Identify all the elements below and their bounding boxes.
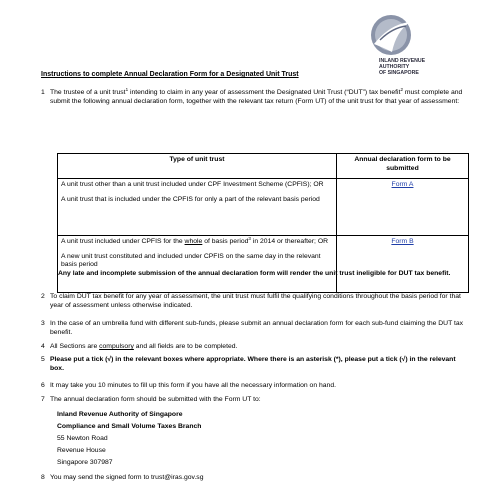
address-line: Singapore 307987 <box>57 459 113 466</box>
text-segment-underlined: compulsory <box>99 343 134 350</box>
form-a-link[interactable]: Form A <box>391 181 414 188</box>
paragraph-number: 4 <box>41 343 45 350</box>
table-cell-text <box>61 238 333 247</box>
logo-line: INLAND REVENUE <box>379 58 426 64</box>
text-segment: All Sections are <box>50 343 100 350</box>
text-segment: must complete and submit the following annual declaration form, together with the relevant tax return (Form UT) of the unit trust for that year of assessment: <box>50 89 463 105</box>
text-segment: of basis period <box>202 238 249 245</box>
table-cell-form <box>337 236 469 293</box>
paragraph-number: 3 <box>41 320 45 327</box>
table-header-form: Annual declaration form to be submitted <box>337 154 469 179</box>
table-cell-form <box>337 179 469 236</box>
table-row <box>58 179 469 236</box>
paragraph-text: It may take you 10 minutes to fill up this form if you have all the necessary information on hand. <box>50 382 336 389</box>
paragraph-number: 5 <box>41 356 45 363</box>
paragraph-text <box>50 89 470 106</box>
table-cell-text: A unit trust other than a unit trust included under CPF Investment Scheme (CPFIS); OR <box>61 181 324 188</box>
paragraph-text <box>50 343 470 352</box>
table-cell-type <box>58 179 337 236</box>
table-row <box>58 236 469 293</box>
logo-text <box>379 58 425 76</box>
logo-line: AUTHORITY <box>379 64 410 70</box>
table-cell-text: A unit trust that is included under the CPFIS for only a part of the relevant basis period <box>61 195 320 203</box>
address-line: Revenue House <box>57 447 106 454</box>
paragraph-text: Please put a tick (√) in the relevant boxes where appropriate. Where there is an asterisk (*), please put a tick (√) in the relevant box. <box>50 356 456 372</box>
paragraph-number: 1 <box>41 89 45 96</box>
form-b-link[interactable]: Form B <box>391 238 414 245</box>
text-segment: in 2014 or thereafter; OR <box>250 238 329 245</box>
text-segment: intending to claim in any year of assessment the Designated Unit Trust (“DUT”) tax benefit <box>128 89 401 96</box>
paragraph-text: You may send the signed form to trust@iras.gov.sg <box>50 474 204 481</box>
text-segment: and all fields are to be completed. <box>133 343 238 350</box>
text-segment: The trustee of a unit trust <box>50 89 126 96</box>
iras-logo <box>364 14 444 74</box>
logo-line: OF SINGAPORE <box>379 70 419 76</box>
table-header-type: Type of unit trust <box>58 154 337 179</box>
paragraph-text: The annual declaration form should be submitted with the Form UT to: <box>50 396 261 403</box>
text-segment-underlined: whole <box>184 238 203 245</box>
address-line: Compliance and Small Volume Taxes Branch <box>57 423 202 430</box>
footnote-ref: 2 <box>400 87 403 92</box>
page-title: Instructions to complete Annual Declaration Form for a Designated Unit Trust <box>41 71 299 78</box>
paragraph-number: 6 <box>41 382 45 389</box>
paragraph-text: To claim DUT tax benefit for any year of assessment, the unit trust must fulfil the qualifying conditions throughout the basis period for that year of assessment unless otherwise indicated. <box>50 293 461 309</box>
address-line: 55 Newton Road <box>57 435 108 442</box>
paragraph-number: 8 <box>41 474 45 481</box>
table-cell-text: A new unit trust constituted and included under CPFIS on the same day in the relevant basis period <box>61 252 321 269</box>
iras-emblem-icon <box>370 14 412 56</box>
text-segment: A unit trust included under CPFIS for the <box>61 238 185 245</box>
footnote-ref: 1 <box>125 87 129 92</box>
address-line: Inland Revenue Authority of Singapore <box>57 411 183 418</box>
table-header-row <box>58 154 469 179</box>
paragraph-text: In the case of an umbrella fund with different sub-funds, please submit an annual declaration form for each sub-fund claiming the DUT tax benefit. <box>50 320 464 336</box>
paragraph-number: 2 <box>41 293 45 300</box>
paragraph-number: 7 <box>41 396 45 403</box>
footnote-ref: 3 <box>248 236 251 241</box>
table-cell-type <box>58 236 337 293</box>
mailing-address <box>57 409 201 469</box>
warning-text: Any late and incomplete submission of the annual declaration form will render the unit trust ineligible for DUT tax benefit. <box>58 270 451 277</box>
